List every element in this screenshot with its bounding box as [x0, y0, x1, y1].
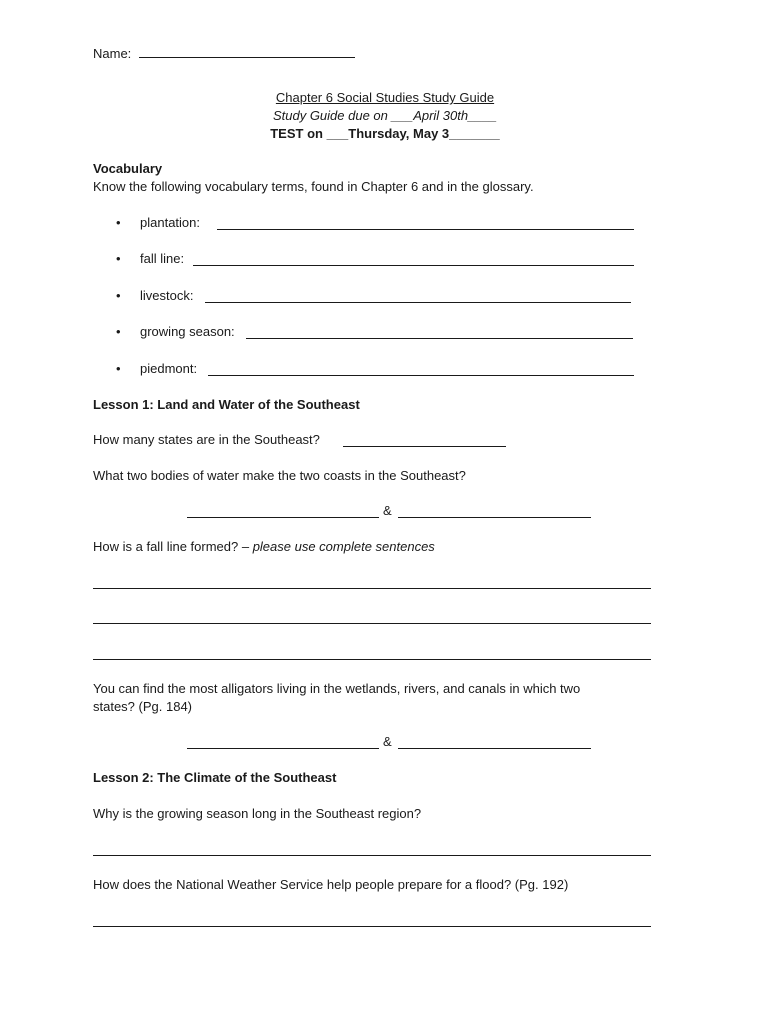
answer-blank[interactable]	[398, 748, 591, 749]
answer-blank[interactable]	[343, 446, 506, 447]
name-label: Name:	[93, 46, 132, 61]
lesson1-question-alligators-line1: You can find the most alligators living in the wetlands, rivers, and canals in which two	[93, 681, 581, 696]
question-text: How is a fall line formed? –	[93, 539, 253, 554]
lesson1-question-states: How many states are in the Southeast?	[93, 432, 320, 447]
answer-line[interactable]	[93, 588, 651, 589]
bullet-icon: •	[116, 251, 121, 266]
answer-line[interactable]	[93, 623, 651, 624]
vocabulary-heading: Vocabulary	[93, 161, 163, 176]
vocab-answer-line[interactable]	[208, 375, 634, 376]
answer-blank[interactable]	[398, 517, 591, 518]
lesson1-heading: Lesson 1: Land and Water of the Southeast	[93, 397, 360, 412]
bullet-icon: •	[116, 361, 121, 376]
vocab-answer-line[interactable]	[193, 265, 634, 266]
vocab-term-piedmont: piedmont:	[140, 361, 198, 376]
name-blank[interactable]	[139, 45, 355, 58]
lesson2-heading: Lesson 2: The Climate of the Southeast	[93, 770, 337, 785]
ampersand: &	[383, 503, 392, 518]
vocab-answer-line[interactable]	[217, 229, 634, 230]
answer-blank[interactable]	[187, 748, 379, 749]
due-date-line: Study Guide due on ___April 30th____	[272, 108, 498, 123]
bullet-icon: •	[116, 215, 121, 230]
answer-line[interactable]	[93, 855, 651, 856]
lesson2-question-growing-season: Why is the growing season long in the Southeast region?	[93, 806, 422, 821]
bullet-icon: •	[116, 324, 121, 339]
question-note: please use complete sentences	[252, 539, 435, 554]
answer-line[interactable]	[93, 926, 651, 927]
answer-line[interactable]	[93, 659, 651, 660]
vocab-answer-line[interactable]	[246, 338, 633, 339]
vocab-term-growing-season: growing season:	[140, 324, 235, 339]
lesson1-question-coasts: What two bodies of water make the two coasts in the Southeast?	[93, 468, 466, 483]
test-date-line: TEST on ___Thursday, May 3_______	[270, 126, 500, 141]
lesson1-question-alligators-line2: states? (Pg. 184)	[93, 699, 192, 714]
ampersand: &	[383, 734, 392, 749]
vocabulary-instruction: Know the following vocabulary terms, found in Chapter 6 and in the glossary.	[93, 179, 534, 194]
vocab-term-plantation: plantation:	[140, 215, 200, 230]
page-title: Chapter 6 Social Studies Study Guide	[275, 90, 495, 105]
vocab-term-fall-line: fall line:	[140, 251, 185, 266]
answer-blank[interactable]	[187, 517, 379, 518]
lesson2-question-weather-service: How does the National Weather Service help people prepare for a flood? (Pg. 192)	[93, 877, 569, 892]
vocab-answer-line[interactable]	[205, 302, 631, 303]
name-row	[93, 45, 355, 63]
vocab-term-livestock: livestock:	[140, 288, 194, 303]
lesson1-question-fall-line	[93, 538, 435, 556]
bullet-icon: •	[116, 288, 121, 303]
